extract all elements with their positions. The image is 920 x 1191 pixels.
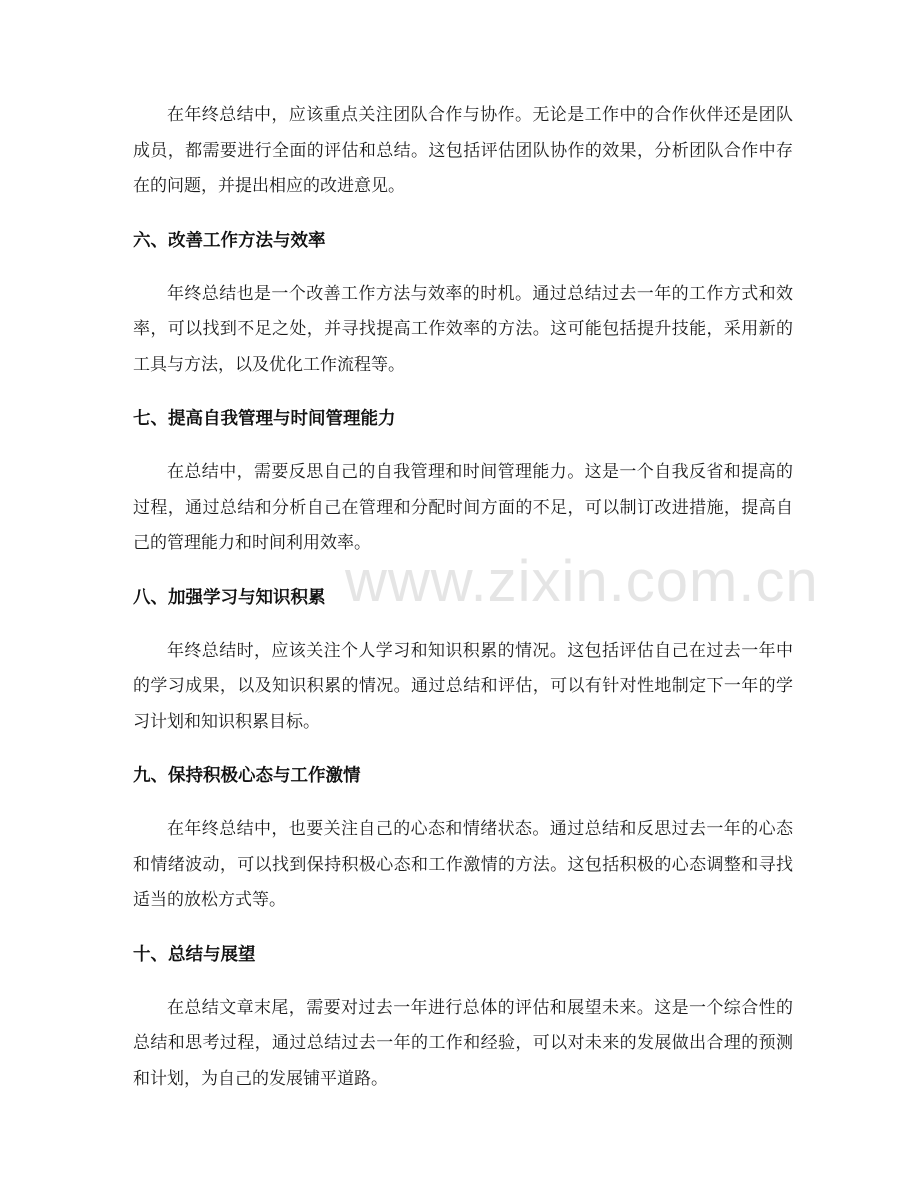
intro-paragraph: 在年终总结中，应该重点关注团队合作与协作。无论是工作中的合作伙伴还是团队成员，都需要进行全面的评估和总结。这包括评估团队协作的效果，分析团队合作中存在的问题，并提出相应的改进意见。 xyxy=(133,105,793,196)
section-body-7: 在总结中，需要反思自己的自我管理和时间管理能力。这是一个自我反省和提高的过程，通过总结和分析自己在管理和分配时间方面的不足，可以制订改进措施，提高自己的管理能力和时间利用效率。 xyxy=(133,462,793,553)
section-heading-7: 七、提高自我管理与时间管理能力 xyxy=(133,409,396,429)
watermark: www.zixin.com.cn xyxy=(345,549,819,614)
section-heading-6: 六、改善工作方法与效率 xyxy=(133,230,326,251)
section-body-8: 年终总结时，应该关注个人学习和知识积累的情况。这包括评估自己在过去一年中的学习成果，以及知识积累的情况。通过总结和评估，可以有针对性地制定下一年的学习计划和知识积累目标。 xyxy=(133,640,793,732)
section-body-6: 年终总结也是一个改善工作方法与效率的时机。通过总结过去一年的工作方式和效率，可以找到不足之处，并寻找提高工作效率的方法。这可能包括提升技能，采用新的工具与方法，以及优化工作流程等。 xyxy=(133,283,793,375)
section-heading-10: 十、总结与展望 xyxy=(133,944,256,965)
section-body-9: 在年终总结中，也要关注自己的心态和情绪状态。通过总结和反思过去一年的心态和情绪波动，可以找到保持积极心态和工作激情的方法。这包括积极的心态调整和寻找适当的放松方式等。 xyxy=(133,819,793,910)
section-heading-8: 八、加强学习与知识积累 xyxy=(133,587,326,608)
section-heading-9: 九、保持积极心态与工作激情 xyxy=(133,766,361,786)
document-body xyxy=(133,98,793,1097)
section-body-10: 在总结文章末尾，需要对过去一年进行总体的评估和展望未来。这是一个综合性的总结和思考过程，通过总结过去一年的工作和经验，可以对未来的发展做出合理的预测和计划，为自己的发展铺平道路。 xyxy=(133,997,793,1089)
